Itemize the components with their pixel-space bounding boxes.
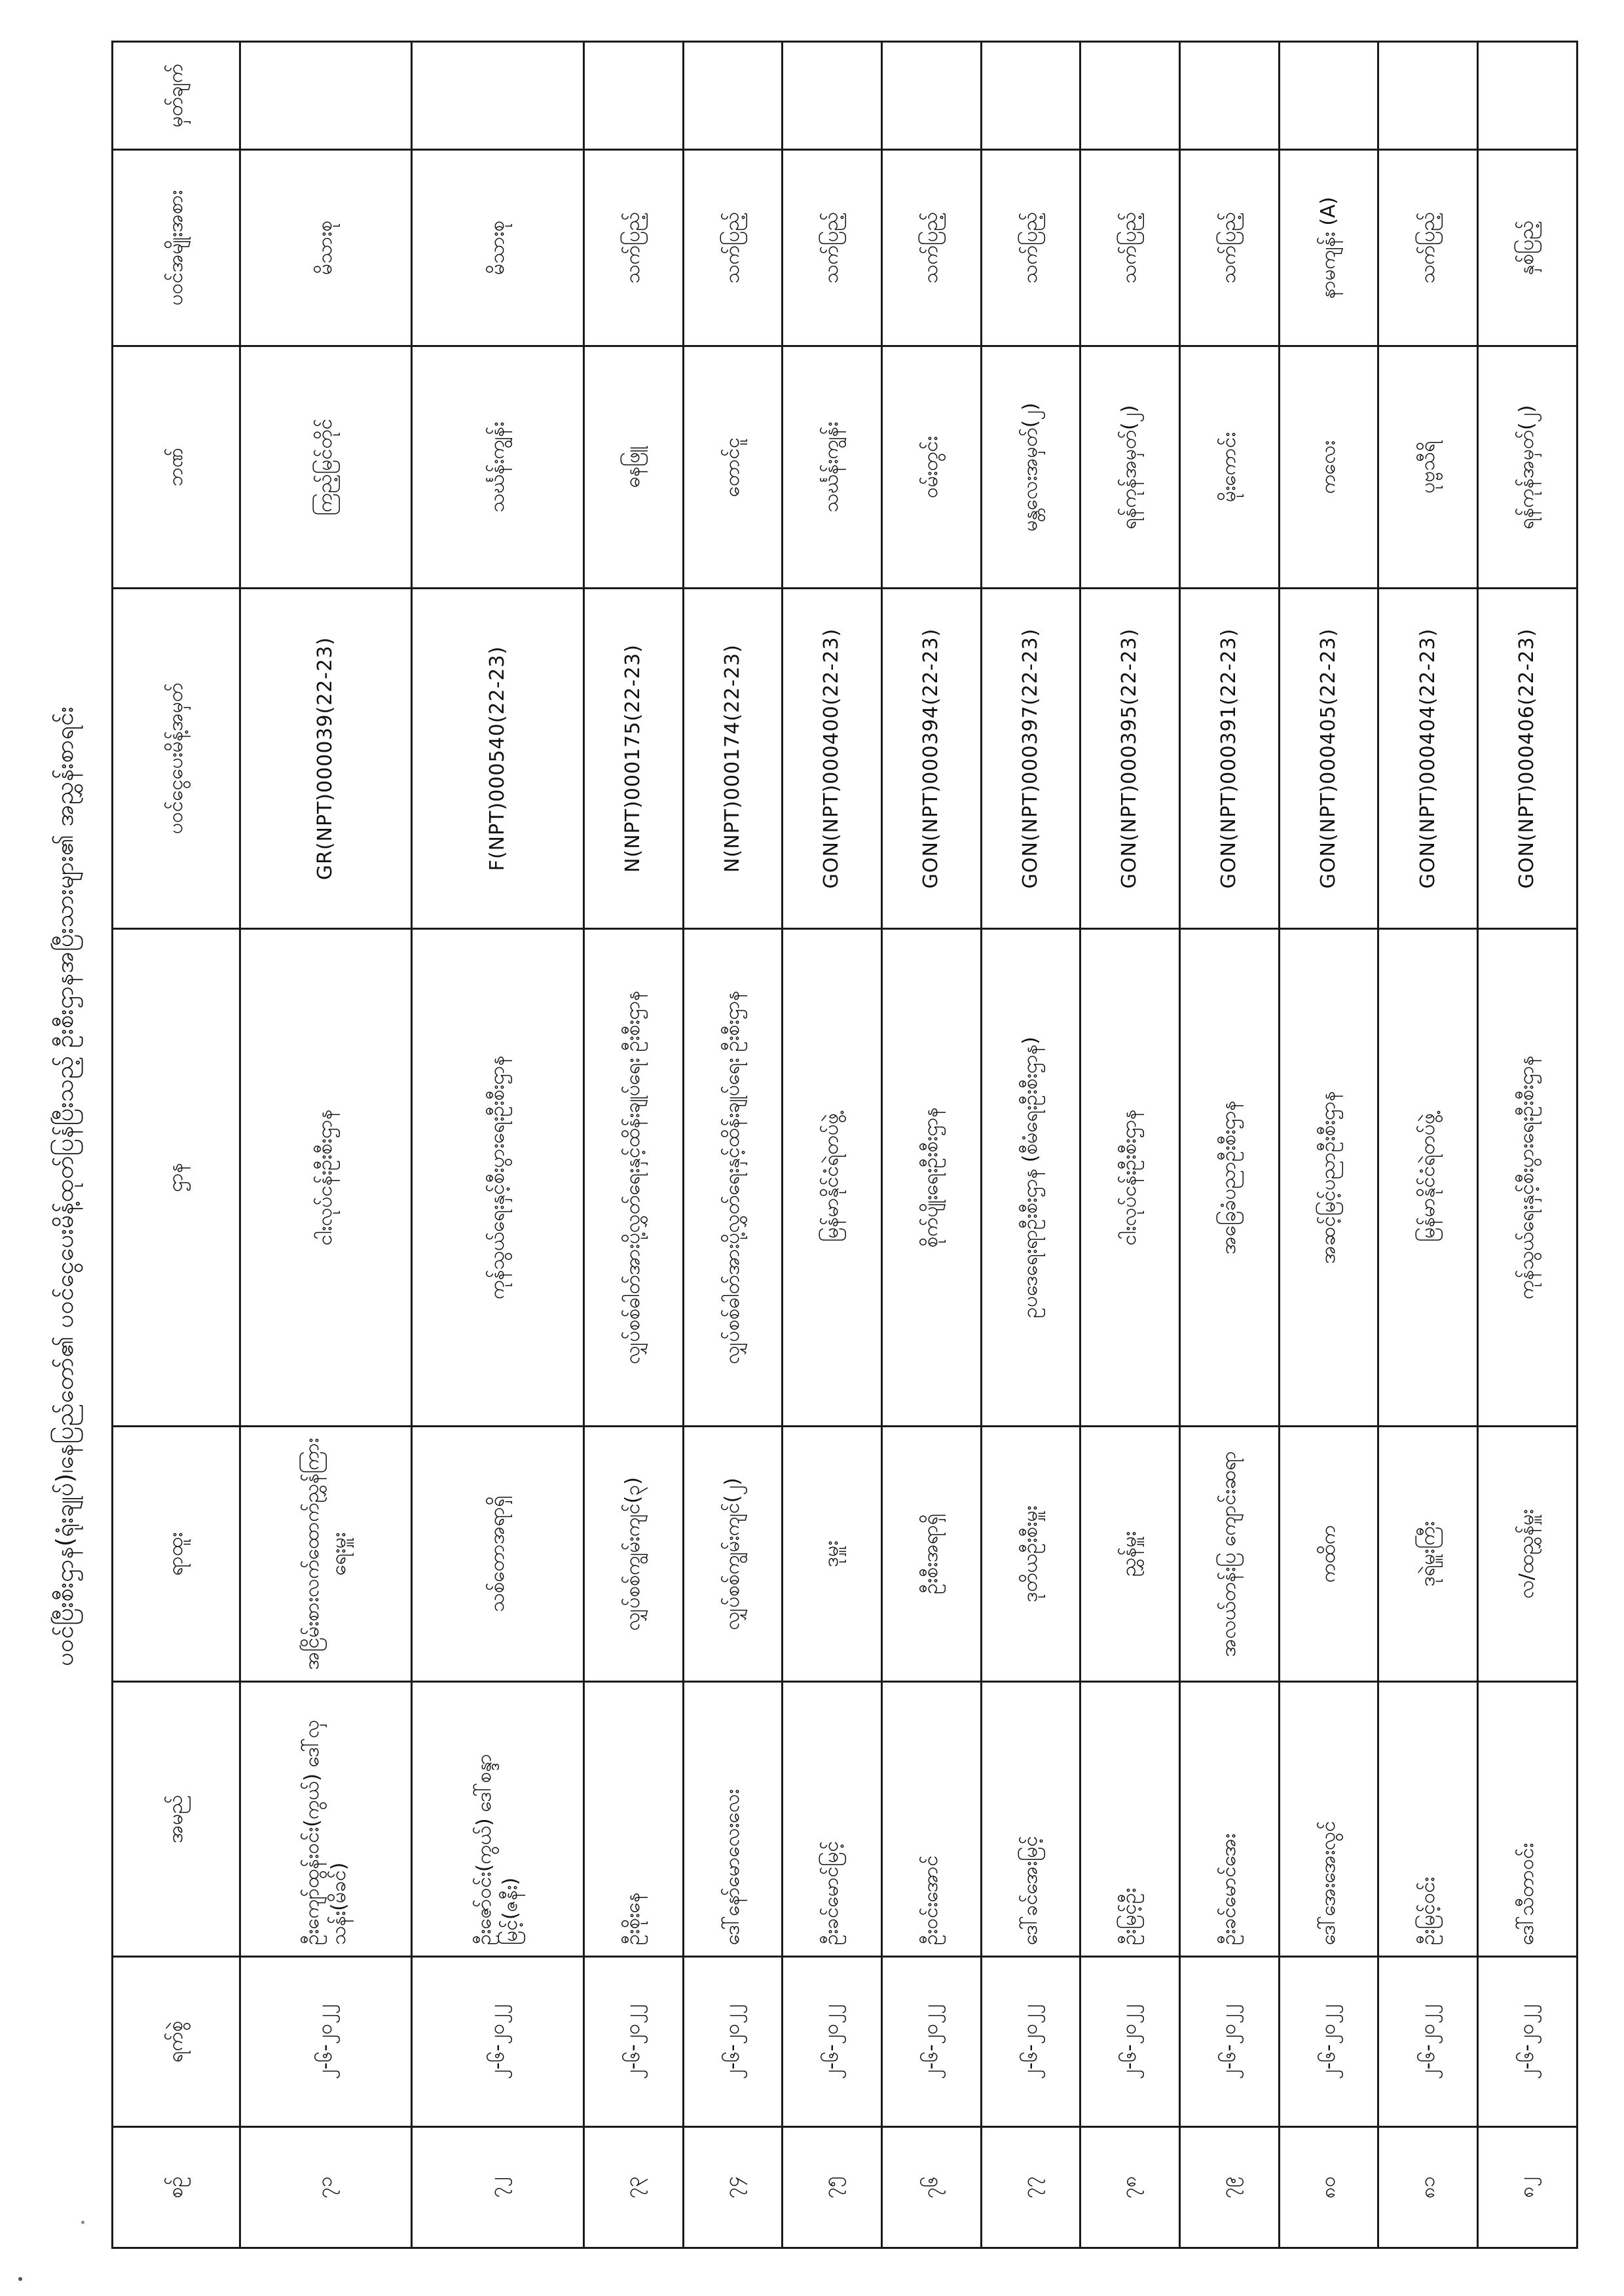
table-row <box>881 42 981 2248</box>
row-name: ဦးခင်မောင်မြင့် <box>783 1682 882 1957</box>
row-date: ၂-၆-၂၀၂၂ <box>683 1957 783 2127</box>
row-name: ဦးစိုးနေ <box>583 1682 683 1957</box>
row-position: လျှပ်စစ်ကျွမ်းကျင်(၂) <box>683 1427 783 1682</box>
row-number: ၇၄ <box>683 2127 783 2248</box>
row-department: စိုက်ပျိုးရေးဦးစီးဌာန <box>881 929 981 1427</box>
row-department: ငါးလုပ်ငန်းဦးစီးဌာန <box>1080 929 1180 1427</box>
row-position: ဒုတိယဦးစီးမှူး <box>981 1427 1080 1682</box>
row-bank: ရန်ကုန်အမှတ်(၂) <box>1080 346 1180 589</box>
row-date: ၂-၆-၂၀၂၂ <box>1080 1957 1180 2127</box>
row-remark <box>1279 42 1378 150</box>
row-name: ဒေါ်သီတာဝင်း <box>1478 1682 1578 1957</box>
row-name: ဦးဝင်းအောင် <box>881 1682 981 1957</box>
table-row <box>1080 42 1180 2248</box>
row-remark <box>240 42 412 150</box>
row-date: ၂-၆-၂၀၂၂ <box>1478 1957 1578 2127</box>
row-remark <box>1378 42 1478 150</box>
header-date: ရက်စွဲ <box>113 1957 240 2127</box>
row-number: ၇၃ <box>583 2127 683 2248</box>
row-number: ၇၅ <box>783 2127 882 2248</box>
row-remark <box>1080 42 1180 150</box>
row-department: ကုန်သွယ်ရေးနှင့်စီးပွားရေးဦးစီးဌာန <box>1478 929 1578 1427</box>
row-remark <box>981 42 1080 150</box>
table-row <box>1279 42 1378 2248</box>
row-department: မြန်မာနိုင်ငံရဲတပ်ဖွဲ့ <box>783 929 882 1427</box>
row-bank: ကြည့်မြင်တိုင် <box>240 346 412 589</box>
row-type: သက်ပြည့် <box>683 150 783 346</box>
table-row <box>412 42 583 2248</box>
row-permit-no: GON(NPT)000406(22-23) <box>1478 589 1578 929</box>
row-position: လျှပ်စစ်ကျွမ်းကျင်(၃) <box>583 1427 683 1682</box>
row-bank: ပုဗ္ဗသီရိ <box>1378 346 1478 589</box>
header-no: စဥ် <box>113 2127 240 2248</box>
header-permit-no: ပဝင်ငွေပေးမိန့်အမှတ် <box>113 589 240 929</box>
row-type: နာမကျန်း (A) <box>1279 150 1378 346</box>
table-row <box>981 42 1080 2248</box>
row-remark <box>583 42 683 150</box>
row-bank: သင်္ဃန်းကျွန်း <box>412 346 583 589</box>
row-position: လ/ထညွှန်မှူး <box>1478 1427 1578 1682</box>
row-position: ဦးစီးအရာရှိ <box>881 1427 981 1682</box>
row-permit-no: GON(NPT)000404(22-23) <box>1378 589 1478 929</box>
row-position: ညွှန်မှူး <box>1080 1427 1180 1682</box>
row-date: ၂-၆-၂၀၂၂ <box>881 1957 981 2127</box>
table-row <box>783 42 882 2248</box>
row-department: အဆင့်မြင့်ပညာဦးစီးဌာန <box>1279 929 1378 1427</box>
row-date: ၂-၆-၂၀၂၂ <box>1378 1957 1478 2127</box>
row-position: အလယ်တန်းပြ ကျောင်းဆရာ <box>1180 1427 1280 1682</box>
row-permit-no: F(NPT)000540(22-23) <box>412 589 583 929</box>
row-date: ၂-၆-၂၀၂၂ <box>583 1957 683 2127</box>
row-name: ဦးဇော်ဝင်း(ကွယ်) ဒေါ်စန္ဒာမြင့်(ဇနီး) <box>412 1682 583 1957</box>
row-permit-no: N(NPT)000175(22-23) <box>583 589 683 929</box>
header-department: ဌာန <box>113 929 240 1427</box>
header-remark: မှတ်ချက် <box>113 42 240 150</box>
header-type: ပဝင်အမျိုးအစား <box>113 150 240 346</box>
row-position: ဒုရဲမှူးကြီး <box>1378 1427 1478 1682</box>
row-remark <box>783 42 882 150</box>
row-bank: မန္တလေးအမှတ်(၂) <box>981 346 1080 589</box>
row-date: ၂-၆-၂၀၂၂ <box>412 1957 583 2127</box>
row-position: သစ်တောအရာရှိ <box>412 1427 583 1682</box>
row-type: သက်ပြည့် <box>1378 150 1478 346</box>
row-name: ဒေါ်ခင်အေးမြင့် <box>981 1682 1080 1957</box>
row-permit-no: GON(NPT)000394(22-23) <box>881 589 981 929</box>
row-type: မိသားစု <box>240 150 412 346</box>
row-number: ၇၈ <box>1080 2127 1180 2248</box>
pension-table <box>111 41 1578 2249</box>
row-position: အငြိမ်းစားလက်ထောက်ညွှန်ကြားရေးမှူး <box>240 1427 412 1682</box>
row-number: ၈၂ <box>1478 2127 1578 2248</box>
table-header-row <box>113 42 240 2248</box>
row-type: သက်ပြည့် <box>1180 150 1280 346</box>
row-date: ၂-၆-၂၀၂၂ <box>981 1957 1080 2127</box>
row-date: ၂-၆-၂၀၂၂ <box>783 1957 882 2127</box>
row-number: ၈၀ <box>1279 2127 1378 2248</box>
row-number: ၇၉ <box>1180 2127 1280 2248</box>
row-bank: သင်္ဃန်းကျွန်း <box>783 346 882 589</box>
table-row <box>240 42 412 2248</box>
row-permit-no: GON(NPT)000400(22-23) <box>783 589 882 929</box>
row-bank: ဓနဖြူ <box>583 346 683 589</box>
header-bank: ဘဏ် <box>113 346 240 589</box>
row-number: ၈၁ <box>1378 2127 1478 2248</box>
row-number: ၇၁ <box>240 2127 412 2248</box>
row-number: ၇၇ <box>981 2127 1080 2248</box>
row-department: မြန်မာနိုင်ငံရဲတပ်ဖွဲ့ <box>1378 929 1478 1427</box>
row-date: ၂-၆-၂၀၂၂ <box>1279 1957 1378 2127</box>
row-type: သက်ပြည့် <box>783 150 882 346</box>
row-name: ဒေါ်နော်မောလေးလေး <box>683 1682 783 1957</box>
row-bank: တောင်ငူ <box>683 346 783 589</box>
row-permit-no: GON(NPT)000405(22-23) <box>1279 589 1378 929</box>
row-department: ငါးလုပ်ငန်းဦးစီးဌာန <box>240 929 412 1427</box>
row-name: ဒေါ်အေးအေးလွင် <box>1279 1682 1378 1957</box>
row-bank: မိုးကောင်း <box>1180 346 1280 589</box>
row-permit-no: N(NPT)000174(22-23) <box>683 589 783 929</box>
row-bank: ကလေး <box>1279 346 1378 589</box>
row-department: ဥပဒေရေးရာဦးစီးဌာန (စီမံရေးဦးစီးဌာန) <box>981 929 1080 1427</box>
row-date: ၂-၆-၂၀၂၂ <box>1180 1957 1280 2127</box>
document-title: ပဝင်ပြီးစီးဌာန(ရုံးချုပ်)၊နေပြည်တော်၏ ပဝင်ငွေပေးမိန့်ထုတ်ပြန်ပြီးသည့် ဦးစီးဌာနအပြီးသားများ၏ အညွှန်းစာရင်း <box>52 706 79 1667</box>
header-name: အမည် <box>113 1682 240 1957</box>
table-row <box>683 42 783 2248</box>
row-type: နှစ်ပြည့် <box>1478 150 1578 346</box>
row-remark <box>1478 42 1578 150</box>
row-name: ဦးခင်မောင်အေး <box>1180 1682 1280 1957</box>
table-body <box>240 42 1578 2248</box>
row-type: မိသားစု <box>412 150 583 346</box>
row-permit-no: GON(NPT)000397(22-23) <box>981 589 1080 929</box>
table-row <box>1478 42 1578 2248</box>
row-type: သက်ပြည့် <box>1080 150 1180 346</box>
row-name: ဦးကျော်ထွန်းဝင်း(ကွယ်) ဒေါ်လှသန်း(မိခင်) <box>240 1682 412 1957</box>
row-remark <box>683 42 783 150</box>
table-row <box>1180 42 1280 2248</box>
table-row <box>583 42 683 2248</box>
row-position: ဒုမှူး <box>783 1427 882 1682</box>
row-number: ၇၆ <box>881 2127 981 2248</box>
row-remark <box>412 42 583 150</box>
row-department: လျှပ်စစ်ဓါတ်အားပို့လွှတ်ရေးနှင့်ထိန်းချုပ်ရေး ဦးစီးဌာန <box>583 929 683 1427</box>
row-number: ၇၂ <box>412 2127 583 2248</box>
row-permit-no: GON(NPT)000395(22-23) <box>1080 589 1180 929</box>
row-bank: ဝမ်းတွင်း <box>881 346 981 589</box>
row-department: ကုန်သွယ်ရေးနှင့်စီးပွားရေးဦးစီးဌာန <box>412 929 583 1427</box>
row-position: ကထိက <box>1279 1427 1378 1682</box>
row-type: သက်ပြည့် <box>881 150 981 346</box>
row-department: အခြေခံပညာဦးစီးဌာန <box>1180 929 1280 1427</box>
row-remark <box>1180 42 1280 150</box>
row-type: သက်ပြည့် <box>583 150 683 346</box>
row-permit-no: GON(NPT)000391(22-23) <box>1180 589 1280 929</box>
table-row <box>1378 42 1478 2248</box>
header-position: ရာထူး <box>113 1427 240 1682</box>
row-remark <box>881 42 981 150</box>
row-type: သက်ပြည့် <box>981 150 1080 346</box>
row-name: ဦးမြင့်ဝင်း <box>1378 1682 1478 1957</box>
row-bank: ရန်ကုန်အမှတ်(၂) <box>1478 346 1578 589</box>
row-permit-no: GR(NPT)000039(22-23) <box>240 589 412 929</box>
row-department: လျှပ်စစ်ဓါတ်အားပို့လွှတ်ရေးနှင့်ထိန်းချုပ်ရေး ဦးစီးဌာန <box>683 929 783 1427</box>
row-date: ၂-၆-၂၀၂၂ <box>240 1957 412 2127</box>
row-name: ဦးမြင့်ဦး <box>1080 1682 1180 1957</box>
